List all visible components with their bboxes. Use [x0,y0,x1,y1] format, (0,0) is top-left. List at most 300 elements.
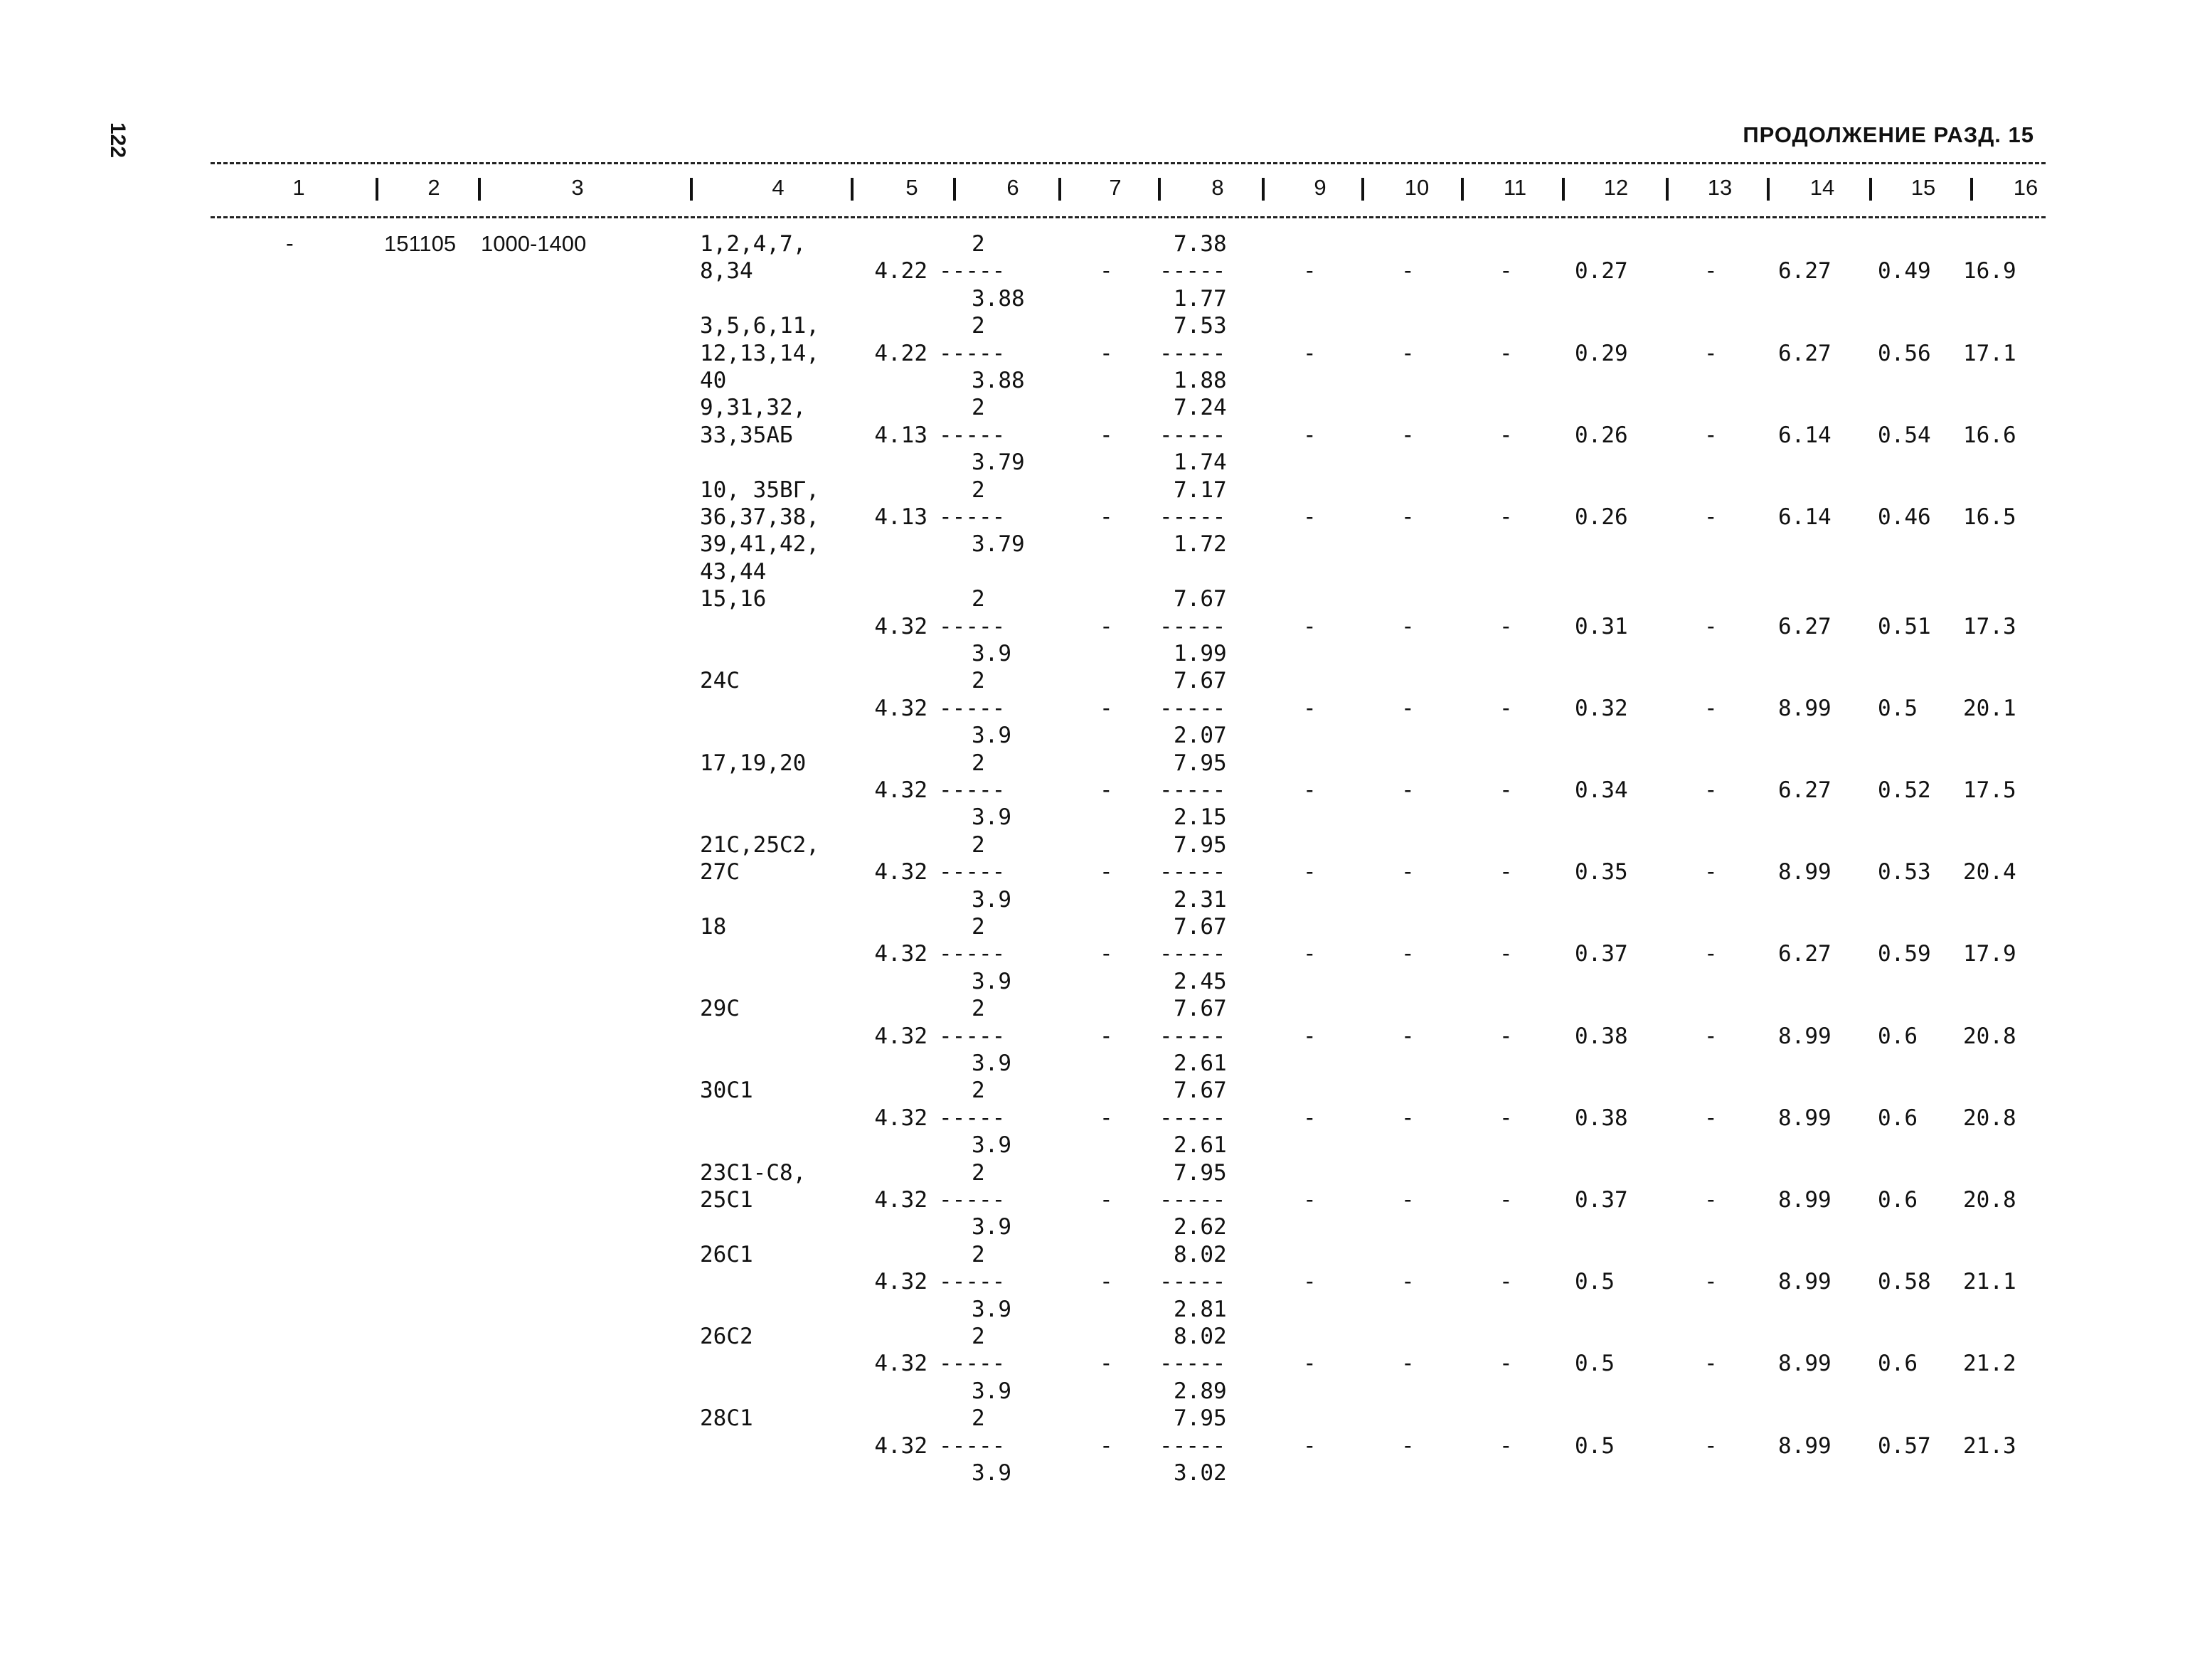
cell-c13: - [1704,1105,1718,1131]
fraction-bar: ----- [1159,1351,1226,1377]
cell-c16: 20.8 [1963,1105,2016,1131]
fraction-denominator: 3.88 [972,368,1025,393]
cell-c13: - [1704,941,1718,967]
fraction-denominator: 2.07 [1174,723,1227,749]
cell-c9: - [1303,1023,1317,1049]
cell-col5: 4.32 [874,859,927,886]
fraction-denominator: 3.9 [972,1132,1011,1159]
cell-c14: 8.99 [1778,695,1832,721]
fraction-denominator: 2.89 [1174,1378,1227,1404]
cell-c9: - [1303,504,1317,530]
cell-c7: - [1100,613,1113,639]
row-label: 18 [700,914,727,940]
cell-c9: - [1303,1432,1317,1459]
cell-c13: - [1704,777,1718,803]
cell-c9: - [1303,695,1317,721]
cell-col5: 4.32 [874,941,927,967]
fraction-bar: ----- [1159,1432,1226,1459]
cell-c10: - [1401,695,1415,721]
column-separator [1262,178,1265,201]
cell-c15: 0.6 [1878,1105,1918,1131]
row-label: 25С1 [700,1187,753,1213]
cell-c12: 0.35 [1575,859,1628,886]
fraction-numerator: 8.02 [1174,1241,1227,1267]
fraction-bar: ----- [939,695,1006,721]
cell-c7: - [1100,340,1113,366]
cell-col5: 4.32 [874,613,927,639]
column-header: 9 [1314,175,1327,200]
fraction-denominator: 2.45 [1174,968,1227,994]
table-header [0,175,2185,205]
fraction-numerator: 7.67 [1174,668,1227,694]
cell-c9: - [1303,258,1317,285]
fraction-denominator: 3.88 [972,285,1025,312]
cell-c7: - [1100,1105,1113,1131]
cell-c15: 0.51 [1878,613,1931,639]
fraction-bar: ----- [939,422,1006,448]
lead-col3: 1000-1400 [481,231,587,256]
cell-c13: - [1704,1187,1718,1213]
column-header: 11 [1503,175,1527,200]
column-header: 1 [292,175,305,200]
fraction-bar: ----- [939,258,1006,285]
fraction-bar: ----- [1159,613,1226,639]
cell-c16: 20.8 [1963,1187,2016,1213]
cell-c15: 0.6 [1878,1023,1918,1049]
cell-c11: - [1499,777,1513,803]
fraction-denominator: 3.9 [972,804,1011,831]
cell-c16: 16.9 [1963,258,2016,285]
cell-c9: - [1303,1187,1317,1213]
fraction-numerator: 2 [972,914,985,940]
cell-c16: 17.9 [1963,941,2016,967]
cell-c16: 16.5 [1963,504,2016,530]
cell-c11: - [1499,941,1513,967]
cell-c13: - [1704,1023,1718,1049]
fraction-numerator: 2 [972,1241,985,1267]
lead-col2: 151105 [384,231,457,256]
cell-c7: - [1100,777,1113,803]
cell-c11: - [1499,1351,1513,1377]
cell-c7: - [1100,422,1113,448]
cell-c14: 6.27 [1778,941,1832,967]
fraction-bar: ----- [1159,859,1226,886]
fraction-bar: ----- [1159,1269,1226,1295]
fraction-numerator: 2 [972,395,985,421]
cell-col5: 4.32 [874,777,927,803]
cell-c7: - [1100,1351,1113,1377]
fraction-numerator: 2 [972,1078,985,1104]
column-separator [1158,178,1161,201]
cell-c15: 0.57 [1878,1432,1931,1459]
cell-c11: - [1499,258,1513,285]
cell-c12: 0.29 [1575,340,1628,366]
column-header: 4 [772,175,785,200]
column-header: 15 [1910,175,1936,200]
fraction-denominator: 2.15 [1174,804,1227,831]
cell-c15: 0.46 [1878,504,1931,530]
fraction-denominator: 3.9 [972,968,1011,994]
column-separator [1970,178,1973,201]
fraction-denominator: 3.9 [972,1214,1011,1240]
page-number: 122 [106,122,129,159]
cell-c7: - [1100,1269,1113,1295]
fraction-numerator: 2 [972,586,985,612]
fraction-numerator: 7.53 [1174,313,1227,339]
fraction-bar: ----- [939,1432,1006,1459]
cell-c7: - [1100,1023,1113,1049]
row-label: 3,5,6,11, [700,313,819,339]
fraction-numerator: 7.67 [1174,914,1227,940]
row-label: 29С [700,996,740,1022]
cell-c11: - [1499,1432,1513,1459]
column-header: 5 [905,175,918,200]
column-separator [478,178,481,201]
row-label: 39,41,42, [700,531,819,558]
cell-c15: 0.59 [1878,941,1931,967]
column-separator [851,178,854,201]
cell-c9: - [1303,613,1317,639]
column-header: 7 [1109,175,1122,200]
cell-c14: 8.99 [1778,1023,1832,1049]
cell-c16: 20.4 [1963,859,2016,886]
column-separator [953,178,956,201]
column-separator [690,178,693,201]
cell-c14: 6.27 [1778,340,1832,366]
row-label: 33,35АБ [700,422,793,448]
column-separator [376,178,378,201]
cell-col5: 4.32 [874,1269,927,1295]
cell-c13: - [1704,1432,1718,1459]
cell-c13: - [1704,695,1718,721]
fraction-numerator: 2 [972,1405,985,1432]
cell-c11: - [1499,1269,1513,1295]
row-label: 12,13,14, [700,340,819,366]
cell-c15: 0.56 [1878,340,1931,366]
fraction-bar: ----- [939,1105,1006,1131]
cell-c10: - [1401,941,1415,967]
fraction-denominator: 1.99 [1174,641,1227,666]
fraction-bar: ----- [939,1023,1006,1049]
column-separator [1058,178,1061,201]
cell-c10: - [1401,1105,1415,1131]
column-header: 12 [1603,175,1629,200]
cell-c10: - [1401,422,1415,448]
column-header: 6 [1006,175,1019,200]
fraction-denominator: 3.9 [972,1051,1011,1076]
cell-c14: 8.99 [1778,1269,1832,1295]
cell-c12: 0.5 [1575,1351,1615,1377]
fraction-numerator: 7.95 [1174,831,1227,858]
row-label: 43,44 [700,558,767,585]
cell-c14: 8.99 [1778,859,1832,886]
cell-c7: - [1100,258,1113,285]
fraction-numerator: 7.95 [1174,1159,1227,1186]
cell-col5: 4.32 [874,695,927,721]
cell-c14: 8.99 [1778,1105,1832,1131]
fraction-denominator: 3.02 [1174,1460,1227,1486]
column-header: 8 [1211,175,1224,200]
cell-c12: 0.38 [1575,1023,1628,1049]
cell-c14: 8.99 [1778,1351,1832,1377]
table-top-rule [211,162,2046,164]
fraction-numerator: 2 [972,1159,985,1186]
cell-c12: 0.37 [1575,1187,1628,1213]
fraction-numerator: 8.02 [1174,1324,1227,1349]
row-label: 10, 35ВГ, [700,477,819,503]
cell-c10: - [1401,777,1415,803]
cell-c15: 0.6 [1878,1351,1918,1377]
cell-c10: - [1401,258,1415,285]
cell-c11: - [1499,613,1513,639]
fraction-numerator: 7.24 [1174,395,1227,421]
cell-c15: 0.49 [1878,258,1931,285]
fraction-bar: ----- [939,613,1006,639]
cell-c14: 6.27 [1778,777,1832,803]
cell-c16: 17.5 [1963,777,2016,803]
fraction-bar: ----- [1159,422,1226,448]
cell-c11: - [1499,1023,1513,1049]
fraction-denominator: 2.81 [1174,1296,1227,1322]
cell-c12: 0.32 [1575,695,1628,721]
fraction-numerator: 2 [972,477,985,503]
cell-c10: - [1401,613,1415,639]
fraction-bar: ----- [1159,1105,1226,1131]
cell-col5: 4.13 [874,504,927,530]
cell-c11: - [1499,1187,1513,1213]
cell-c7: - [1100,1187,1113,1213]
cell-c12: 0.26 [1575,422,1628,448]
fraction-bar: ----- [939,504,1006,530]
fraction-denominator: 3.9 [972,723,1011,749]
cell-c13: - [1704,613,1718,639]
cell-c13: - [1704,504,1718,530]
cell-c9: - [1303,777,1317,803]
fraction-numerator: 2 [972,831,985,858]
row-label: 28С1 [700,1405,753,1432]
cell-c16: 17.1 [1963,340,2016,366]
row-label: 36,37,38, [700,504,819,530]
row-label: 26С2 [700,1324,753,1349]
row-label: 17,19,20 [700,750,807,776]
cell-c16: 21.3 [1963,1432,2016,1459]
table-header-rule [211,216,2046,218]
row-label: 24С [700,668,740,694]
column-separator [1767,178,1770,201]
fraction-denominator: 3.9 [972,1378,1011,1404]
fraction-bar: ----- [939,1269,1006,1295]
cell-c14: 6.27 [1778,258,1832,285]
cell-c9: - [1303,941,1317,967]
fraction-bar: ----- [939,941,1006,967]
fraction-numerator: 7.17 [1174,477,1227,503]
column-header: 10 [1404,175,1430,200]
cell-c14: 8.99 [1778,1187,1832,1213]
cell-c12: 0.37 [1575,941,1628,967]
fraction-bar: ----- [1159,1187,1226,1213]
cell-col5: 4.22 [874,258,927,285]
row-label: 26С1 [700,1241,753,1267]
cell-c16: 17.3 [1963,613,2016,639]
fraction-bar: ----- [939,777,1006,803]
fraction-denominator: 2.61 [1174,1132,1227,1159]
cell-c11: - [1499,859,1513,886]
cell-c16: 16.6 [1963,422,2016,448]
cell-c9: - [1303,422,1317,448]
cell-c15: 0.52 [1878,777,1931,803]
fraction-bar: ----- [1159,340,1226,366]
cell-c9: - [1303,1105,1317,1131]
cell-c10: - [1401,1351,1415,1377]
cell-col5: 4.22 [874,340,927,366]
fraction-denominator: 3.79 [972,531,1025,558]
fraction-bar: ----- [1159,695,1226,721]
column-header: 13 [1707,175,1733,200]
cell-c15: 0.58 [1878,1269,1931,1295]
fraction-numerator: 2 [972,668,985,694]
cell-c12: 0.5 [1575,1269,1615,1295]
cell-c11: - [1499,695,1513,721]
fraction-denominator: 1.72 [1174,531,1227,558]
cell-c10: - [1401,504,1415,530]
fraction-bar: ----- [939,1187,1006,1213]
cell-col5: 4.32 [874,1023,927,1049]
column-header: 3 [571,175,584,200]
fraction-denominator: 3.9 [972,886,1011,913]
cell-c16: 20.1 [1963,695,2016,721]
row-label: 15,16 [700,586,767,612]
cell-c11: - [1499,1105,1513,1131]
cell-c7: - [1100,1432,1113,1459]
fraction-bar: ----- [1159,941,1226,967]
cell-col5: 4.13 [874,422,927,448]
fraction-denominator: 3.9 [972,1296,1011,1322]
fraction-numerator: 2 [972,996,985,1022]
column-separator [1869,178,1872,201]
cell-c12: 0.5 [1575,1432,1615,1459]
fraction-bar: ----- [1159,1023,1226,1049]
cell-c12: 0.31 [1575,613,1628,639]
fraction-numerator: 7.95 [1174,1405,1227,1432]
fraction-numerator: 2 [972,313,985,339]
fraction-denominator: 3.9 [972,1460,1011,1486]
fraction-bar: ----- [1159,777,1226,803]
fraction-denominator: 2.62 [1174,1214,1227,1240]
fraction-bar: ----- [939,1351,1006,1377]
column-separator [1562,178,1565,201]
cell-c13: - [1704,422,1718,448]
column-separator [1666,178,1669,201]
cell-c15: 0.5 [1878,695,1918,721]
row-label: 1,2,4,7, [700,231,807,257]
cell-c10: - [1401,340,1415,366]
fraction-numerator: 7.38 [1174,231,1227,257]
row-label: 8,34 [700,258,753,285]
lead-col1: - [283,231,297,257]
cell-c10: - [1401,1269,1415,1295]
row-label: 27С [700,859,740,886]
fraction-numerator: 7.95 [1174,750,1227,776]
fraction-denominator: 2.61 [1174,1051,1227,1076]
cell-c7: - [1100,941,1113,967]
cell-c10: - [1401,1432,1415,1459]
fraction-numerator: 7.67 [1174,586,1227,612]
fraction-numerator: 2 [972,1324,985,1349]
fraction-numerator: 2 [972,231,985,257]
cell-c11: - [1499,422,1513,448]
fraction-denominator: 3.9 [972,641,1011,666]
cell-col5: 4.32 [874,1351,927,1377]
cell-c15: 0.54 [1878,422,1931,448]
cell-c7: - [1100,695,1113,721]
cell-c12: 0.26 [1575,504,1628,530]
cell-c13: - [1704,340,1718,366]
cell-c16: 21.1 [1963,1269,2016,1295]
cell-c10: - [1401,859,1415,886]
row-label: 9,31,32, [700,395,807,421]
cell-c9: - [1303,340,1317,366]
fraction-denominator: 1.77 [1174,285,1227,312]
cell-c14: 6.14 [1778,422,1832,448]
fraction-numerator: 7.67 [1174,1078,1227,1104]
cell-col5: 4.32 [874,1187,927,1213]
cell-c7: - [1100,859,1113,886]
cell-c16: 21.2 [1963,1351,2016,1377]
fraction-numerator: 2 [972,750,985,776]
fraction-denominator: 1.88 [1174,368,1227,393]
column-header: 14 [1809,175,1835,200]
row-label: 23С1-С8, [700,1159,807,1186]
cell-c7: - [1100,504,1113,530]
column-header: 2 [427,175,440,200]
cell-c14: 6.14 [1778,504,1832,530]
cell-c14: 6.27 [1778,613,1832,639]
row-label: 21С,25С2, [700,831,819,858]
cell-c15: 0.6 [1878,1187,1918,1213]
cell-c13: - [1704,1351,1718,1377]
column-separator [1361,178,1364,201]
cell-c11: - [1499,340,1513,366]
cell-c13: - [1704,1269,1718,1295]
cell-c9: - [1303,1269,1317,1295]
fraction-denominator: 1.74 [1174,450,1227,476]
cell-c16: 20.8 [1963,1023,2016,1049]
fraction-bar: ----- [939,859,1006,886]
fraction-denominator: 2.31 [1174,886,1227,913]
cell-c11: - [1499,504,1513,530]
fraction-bar: ----- [1159,258,1226,285]
cell-c13: - [1704,859,1718,886]
cell-c14: 8.99 [1778,1432,1832,1459]
cell-c9: - [1303,1351,1317,1377]
fraction-bar: ----- [939,340,1006,366]
fraction-denominator: 3.79 [972,450,1025,476]
fraction-numerator: 7.67 [1174,996,1227,1022]
column-separator [1461,178,1464,201]
row-label: 40 [700,368,727,393]
cell-c12: 0.27 [1575,258,1628,285]
row-label: 30С1 [700,1078,753,1104]
cell-col5: 4.32 [874,1432,927,1459]
cell-c9: - [1303,859,1317,886]
cell-c13: - [1704,258,1718,285]
cell-c10: - [1401,1023,1415,1049]
section-title: ПРОДОЛЖЕНИЕ РАЗД. 15 [1743,122,2034,147]
cell-c12: 0.38 [1575,1105,1628,1131]
cell-c10: - [1401,1187,1415,1213]
cell-c15: 0.53 [1878,859,1931,886]
cell-c12: 0.34 [1575,777,1628,803]
